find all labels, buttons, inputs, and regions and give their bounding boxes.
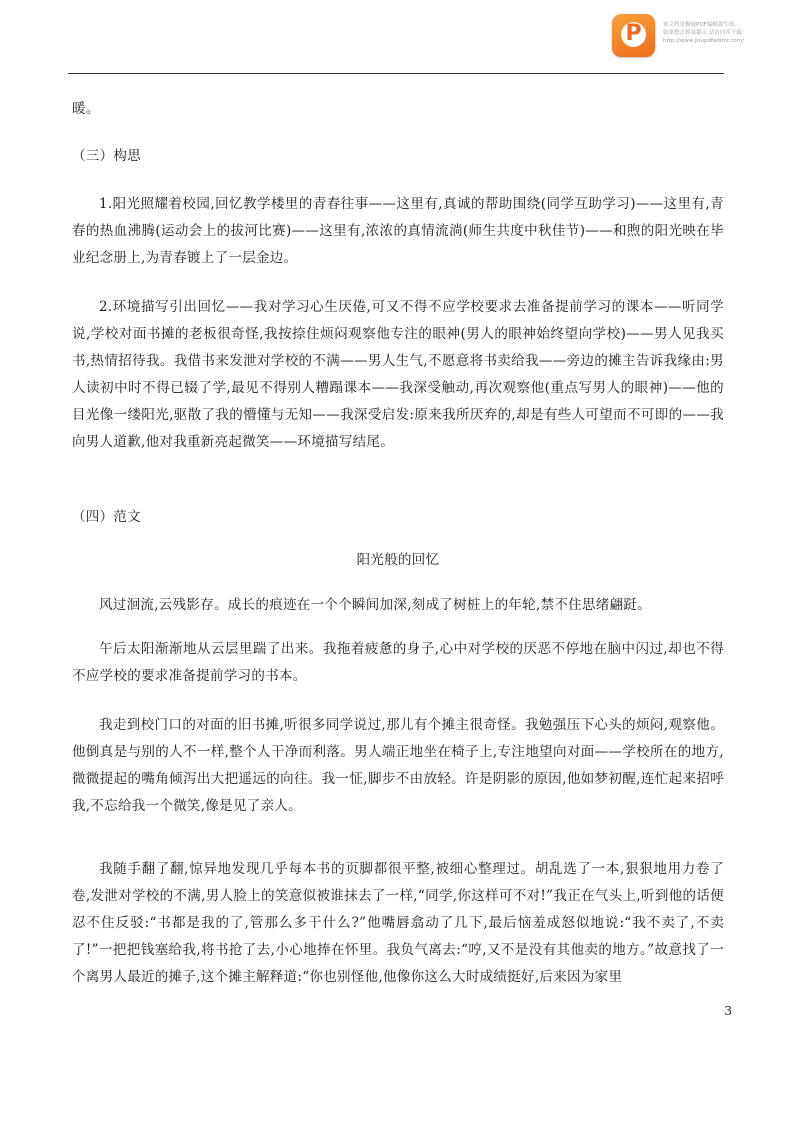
section-heading-sample-essay: （四）范文: [72, 509, 141, 525]
watermark-notice: [663, 21, 791, 45]
essay-paragraph: 我走到校门口的对面的旧书摊,听很多同学说过,那儿有个摊主很奇怪。我勉强压下心头的烦闷,观察他。他倒真是与别的人不一样,整个人干净而利落。男人端正地坐在椅子上,专注地望向对面——学校所在的地方,微微提起的嘴角倾泻出大把遥远的向往。我一怔,脚步不由放轻。许是阴影的原因,他如梦初醒,连忙起来招呼我,不忘给我一个微笑,像是见了亲人。: [72, 717, 724, 814]
logo-letter: P: [625, 21, 642, 46]
essay-paragraph: 我随手翻了翻,惊异地发现几乎每本书的页脚都很平整,被细心整理过。胡乱选了一本,狠狠地用力卷了卷,发泄对学校的不满,男人脸上的笑意似被谁抹去了一样,“同学,你这样可不对!”我正在气头上,听到他的话便忍不住反驳:“书都是我的了,管那么多干什么?”他嘴唇翕动了几下,最后恼羞成怒似地说:“我不卖了,不卖了!”一把把钱塞给我,将书抢了去,小心地捧在怀里。我负气离去:“哼,又不是没有其他卖的地方。”故意找了一个离男人最近的摊子,这个摊主解释道:“你也别怪他,他像你这么大时成绩挺好,后来因为家里: [72, 861, 724, 985]
essay-title: 阳光般的回忆: [356, 552, 440, 568]
pdf-editor-logo: [612, 14, 655, 57]
outline-point-2: 2.环境描写引出回忆——我对学习心生厌倦,可又不得不应学校要求去准备提前学习的课本——听同学说,学校对面书摊的老板很奇怪,我按捺住烦闷观察他专注的眼神(男人的眼神始终望向学校)——男人见我买书,热情招待我。我借书来发泄对学校的不满——男人生气,不愿意将书卖给我——旁边的摊主告诉我缘由:男人读初中时不得已辍了学,最见不得别人糟蹋课本——我深受触动,再次观察他(重点写男人的眼神)——他的目光像一缕阳光,驱散了我的懵懂与无知——我深受启发:原来我所厌弃的,却是有些人可望而不可即的——我向男人道歉,他对我重新亮起微笑——环境描写结尾。: [72, 299, 724, 450]
section-heading-outline: （三）构思: [72, 148, 141, 164]
essay-paragraph: 风过洄流,云残影存。成长的痕迹在一个个瞬间加深,刻成了树桩上的年轮,禁不住思绪翩跹。: [99, 597, 651, 613]
continuation-text: 暖。: [72, 101, 100, 117]
page-number: 3: [724, 1004, 732, 1018]
essay-paragraph: 午后太阳渐渐地从云层里踹了出来。我拖着疲惫的身子,心中对学校的厌恶不停地在脑中闪过,却也不得不应学校的要求准备提前学习的书本。: [72, 641, 724, 684]
outline-point-1: 1.阳光照耀着校园,回忆教学楼里的青春往事——这里有,真诚的帮助围绕(同学互助学习)——这里有,青春的热血沸腾(运动会上的拔河比赛)——这里有,浓浓的真情流淌(师生共度中秋佳节)——和煦的阳光映在毕业纪念册上,为青春镀上了一层金边。: [72, 196, 724, 266]
watermark-link[interactable]: http://www.jisupdfeditor.com/: [663, 38, 744, 44]
header-divider: [68, 73, 724, 74]
watermark-line: 如果想去掉该提示,请访问并下载:: [663, 30, 744, 36]
watermark-line: 该文档是极速PDF编辑器生成,: [663, 22, 736, 28]
